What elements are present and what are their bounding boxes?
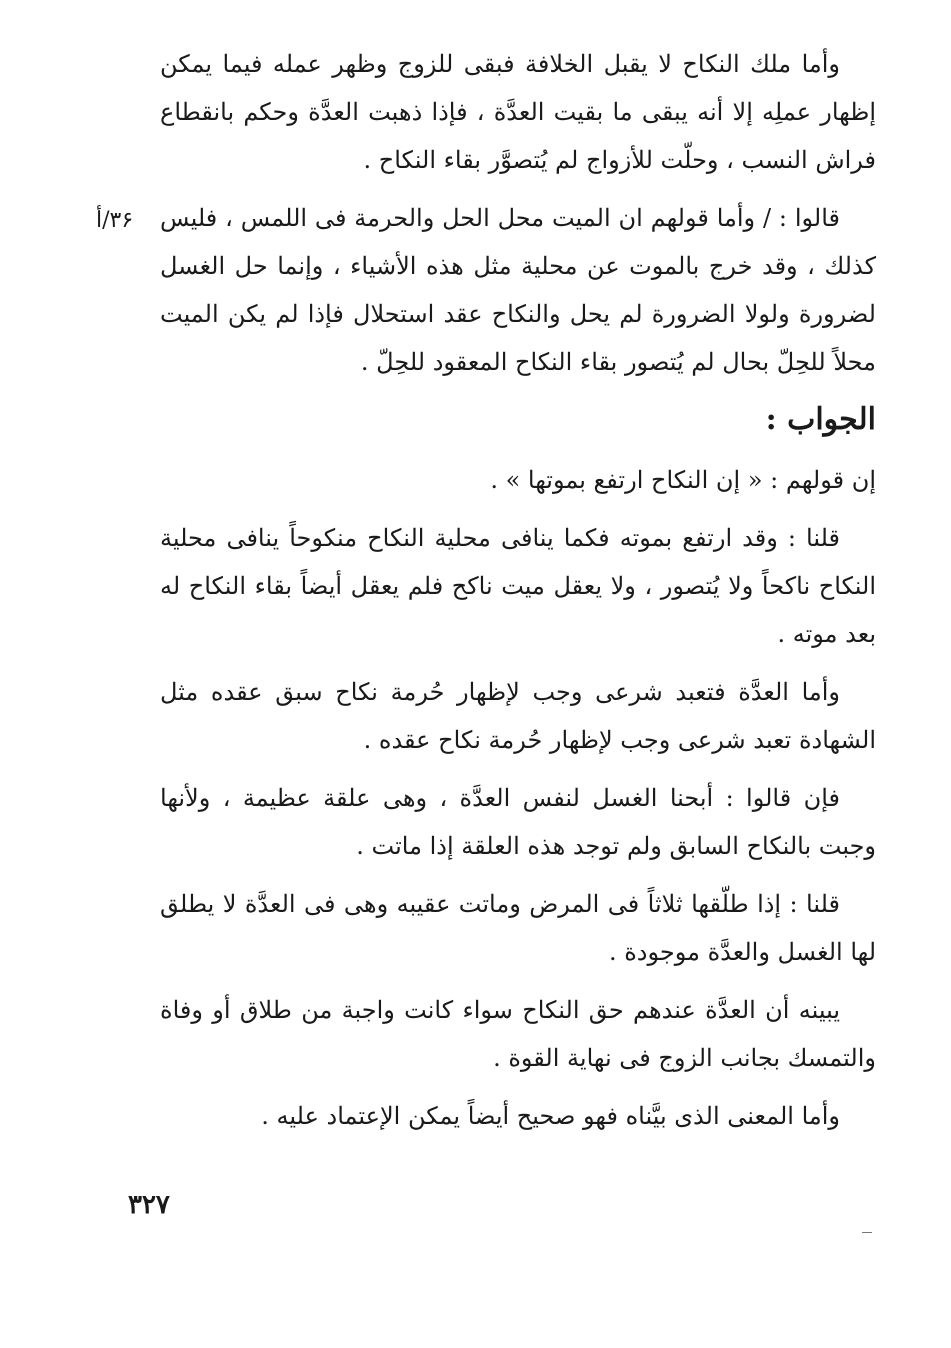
section-heading: الجواب : [765, 402, 876, 437]
page-number: ۳۲۷ [128, 1190, 170, 1220]
paragraph-1: وأما ملك النكاح لا يقبل الخلافة فبقى للزوج وظهر عمله فيما يمكن إظهار عملِه إلا أنه يبقى ما بقيت العدَّة ، فإذا ذهبت العدَّة وحكم بانقطاع فراش النسب ، وحلّت للأزواج لم يُتصوَّر بقاء النكاح . [160, 50, 876, 174]
paragraph-6: فإن قالوا : أبحنا الغسل لنفس العدَّة ، وهى علقة عظيمة ، ولأنها وجبت بالنكاح السابق ولم توجد هذه العلقة إذا ماتت . [160, 784, 876, 860]
scan-mark [862, 1232, 872, 1233]
paragraph-7: قلنا : إذا طلّقها ثلاثاً فى المرض وماتت عقيبه وهى فى العدَّة لا يطلق لها الغسل والعدَّة موجودة . [160, 890, 876, 966]
paragraph-3: إن قولهم : « إن النكاح ارتفع بموتها » . [490, 466, 876, 494]
paragraph-8: يبينه أن العدَّة عندهم حق النكاح سواء كانت واجبة من طلاق أو وفاة والتمسك بجانب الزوج فى نهاية القوة . [160, 996, 876, 1072]
paragraph-2: قالوا : / وأما قولهم ان الميت محل الحل والحرمة فى اللمس ، فليس كذلك ، وقد خرج بالموت عن محلية مثل هذه الأشياء ، وإنما حل الغسل لضرورة ولولا الضرورة لم يحل والنكاح عقد استحلال فإذا لم يكن الميت محلاً للحِلّ بحال لم يُتصور بقاء النكاح المعقود للحِلّ . [160, 204, 877, 376]
paragraph-5: وأما العدَّة فتعبد شرعى وجب لإظهار حُرمة نكاح سبق عقده مثل الشهادة تعبد شرعى وجب لإظهار حُرمة نكاح عقده . [160, 678, 876, 754]
paragraph-9: وأما المعنى الذى بيَّناه فهو صحيح أيضاً يمكن الإعتماد عليه . [261, 1102, 840, 1130]
body-text [160, 40, 876, 1150]
paragraph-4: قلنا : وقد ارتفع بموته فكما ينافى محلية النكاح منكوحاً ينافى محلية النكاح ناكحاً ولا يُتصور ، ولا يعقل ميت ناكح فلم يعقل أيضاً بقاء النكاح له بعد موته . [160, 524, 876, 648]
margin-folio-note: ۳۶/أ [96, 208, 134, 233]
